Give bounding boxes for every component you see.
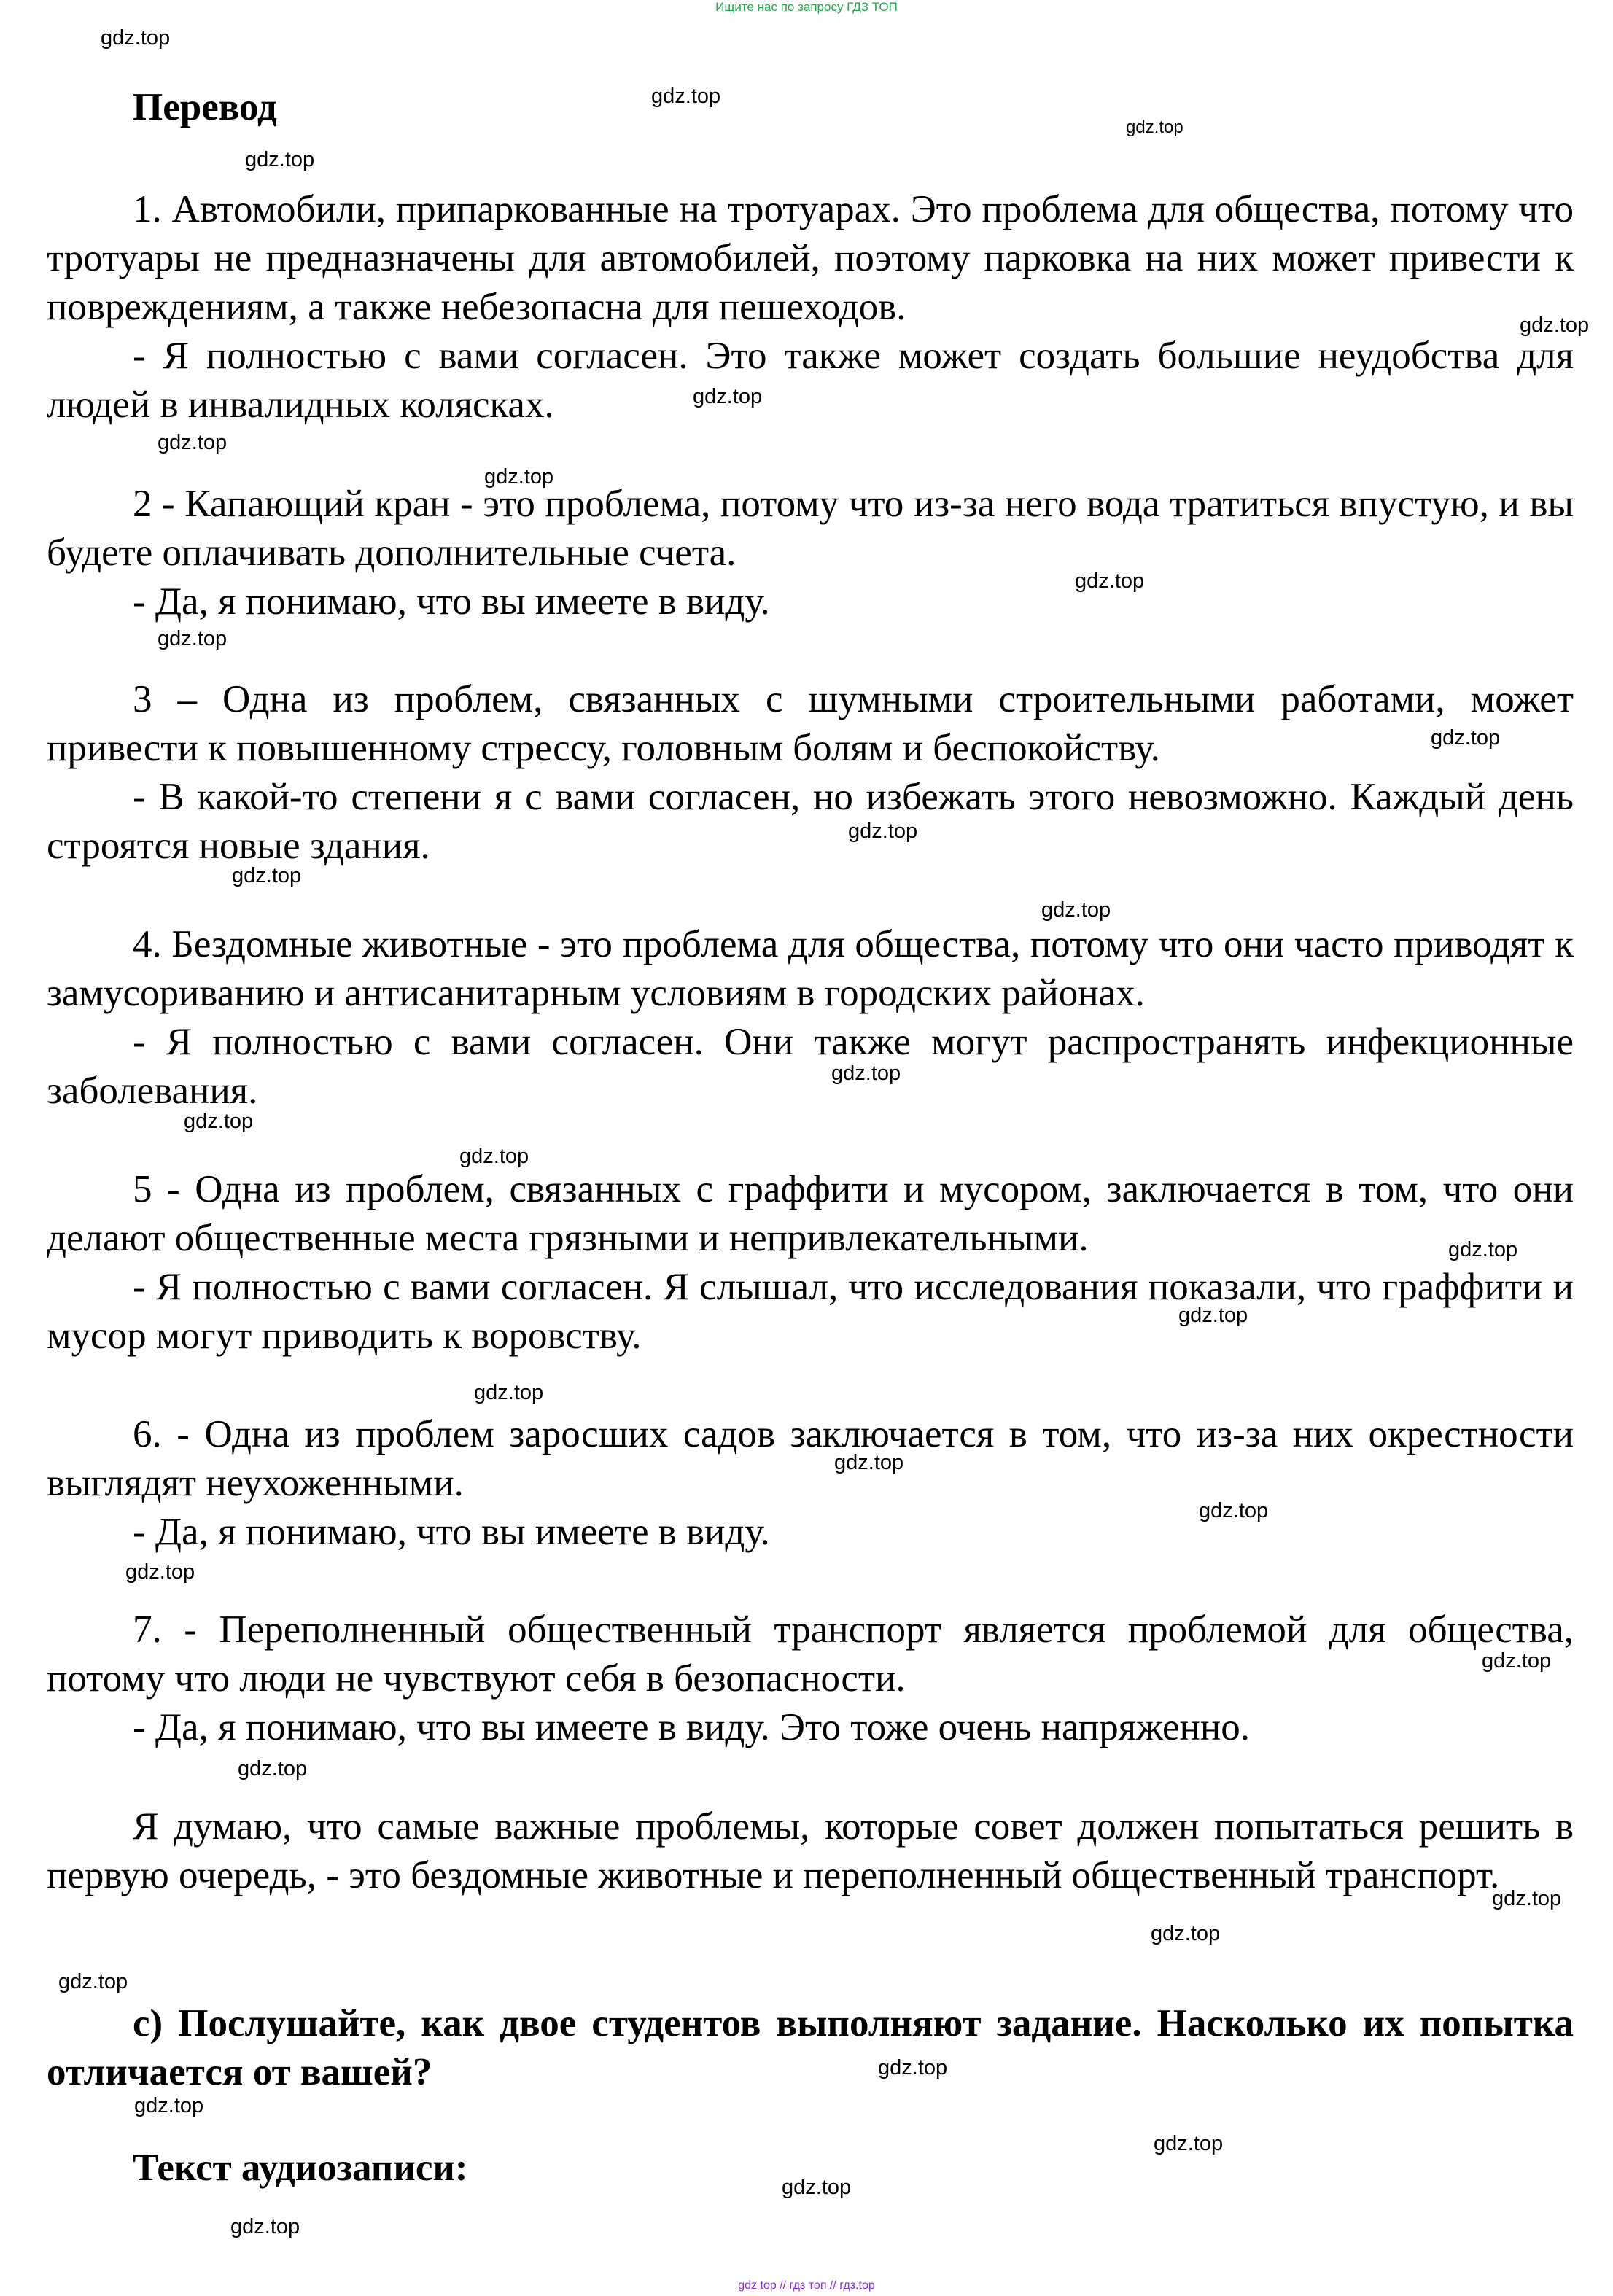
watermark: gdz.top [1448,1238,1518,1261]
watermark: gdz.top [1431,726,1501,750]
watermark: gdz.top [245,148,315,171]
section-reply: - Да, я понимаю, что вы имеете в виду. [133,1511,770,1553]
watermark: gdz.top [878,2056,948,2079]
page-title: Перевод [133,86,277,128]
section-statement: 7. - Переполненный общественный транспорт является проблемой для общества, потому что люди не чувствуют себя в безопасности. [47,1608,1574,1700]
watermark: gdz.top [1178,1304,1248,1327]
watermark: gdz.top [651,85,721,108]
watermark: gdz.top [101,26,171,50]
section-statement: 4. Бездомные животные - это проблема для общества, потому что они часто приводят к замусориванию и антисанитарным условиям в городских районах. [47,923,1574,1014]
watermark: gdz.top [1482,1649,1552,1673]
bottom-banner: gdz top // гдз топ // гдз.top [738,2279,875,2292]
watermark: gdz.top [1151,1922,1221,1945]
watermark: gdz.top [1520,314,1590,337]
watermark: gdz.top [1126,117,1183,137]
watermark: gdz.top [459,1145,529,1168]
watermark: gdz.top [693,385,763,408]
watermark: gdz.top [134,2094,204,2117]
conclusion-paragraph: Я думаю, что самые важные проблемы, которые совет должен попытаться решить в первую очередь, - это бездомные животные и переполненный общественный транспорт. [47,1805,1574,1896]
watermark: gdz.top [1199,1499,1269,1522]
watermark: gdz.top [1075,569,1145,593]
watermark: gdz.top [158,431,228,454]
watermark: gdz.top [58,1970,128,1993]
watermark: gdz.top [184,1110,254,1133]
watermark: gdz.top [474,1381,544,1404]
section-statement: 2 - Капающий кран - это проблема, потому что из-за него вода тратиться впустую, и вы будете оплачивать дополнительные счета. [47,483,1574,574]
watermark: gdz.top [1154,2132,1224,2155]
section-statement: 1. Автомобили, припаркованные на тротуарах. Это проблема для общества, потому что тротуары не предназначены для автомобилей, поэтому парковка на них может привести к повреждениям, а также небезопасна для пешеходов. [47,188,1574,328]
section-statement: 5 - Одна из проблем, связанных с граффити и мусором, заключается в том, что они делают общественные места грязными и непривлекательными. [47,1168,1574,1259]
section-statement: 3 – Одна из проблем, связанных с шумными строительными работами, может привести к повышенному стрессу, головным болям и беспокойству. [47,678,1574,769]
watermark: gdz.top [232,864,302,887]
watermark: gdz.top [230,2215,300,2238]
watermark: gdz.top [848,820,918,843]
watermark: gdz.top [125,1560,195,1584]
watermark: gdz.top [238,1757,308,1781]
watermark: gdz.top [1492,1887,1562,1910]
watermark: gdz.top [1041,898,1111,922]
task-c-instruction: c) Послушайте, как двое студентов выполняют задание. Насколько их попытка отличается от вашей? [47,2002,1574,2093]
section-reply: - Да, я понимаю, что вы имеете в виду. [133,580,770,623]
section-reply: - В какой-то степени я с вами согласен, но избежать этого невозможно. Каждый день строятся новые здания. [47,776,1574,867]
top-banner: Ищите нас по запросу ГДЗ ТОП [715,0,898,14]
section-reply: - Я полностью с вами согласен. Это также может создать большие неудобства для людей в инвалидных колясках. [47,335,1574,426]
audio-text-heading: Текст аудиозаписи: [133,2147,468,2189]
section-reply: - Да, я понимаю, что вы имеете в виду. Это тоже очень напряженно. [133,1706,1251,1748]
watermark: gdz.top [834,1451,904,1474]
section-reply: - Я полностью с вами согласен. Я слышал, что исследования показали, что граффити и мусор могут приводить к воровству. [47,1266,1574,1357]
watermark: gdz.top [782,2176,852,2199]
watermark: gdz.top [158,627,228,650]
section-reply: - Я полностью с вами согласен. Они также могут распространять инфекционные заболевания. [47,1021,1574,1112]
watermark: gdz.top [484,465,554,489]
watermark: gdz.top [831,1062,901,1085]
section-statement: 6. - Одна из проблем заросших садов заключается в том, что из-за них окрестности выглядят неухоженными. [47,1413,1574,1504]
